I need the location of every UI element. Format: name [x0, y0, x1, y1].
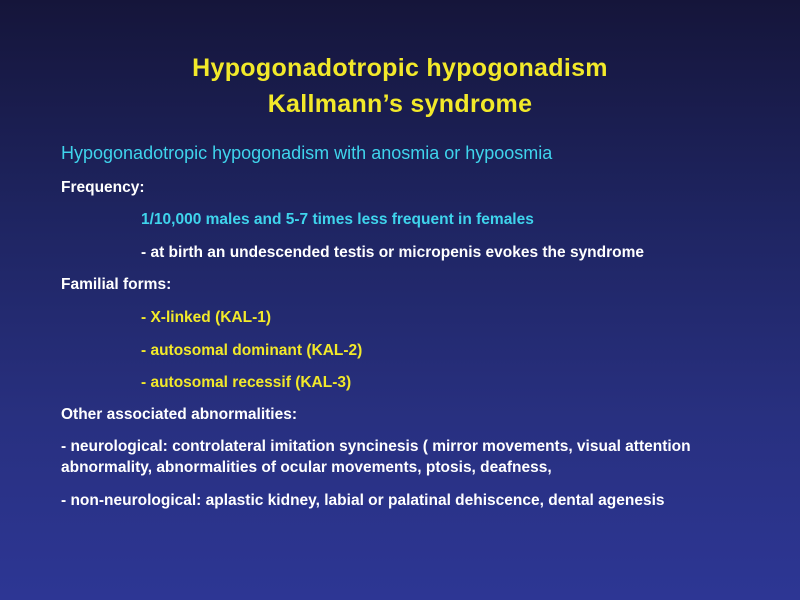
slide-title: [0, 50, 800, 122]
familial-item-1: - X-linked (KAL-1): [141, 309, 272, 326]
title-line-2: Kallmann’s syndrome: [267, 90, 533, 118]
title-line-1: Hypogonadotropic hypogonadism: [192, 54, 608, 82]
frequency-item-2: - at birth an undescended testis or micropenis evokes the syndrome: [141, 244, 645, 261]
familial-heading: Familial forms:: [61, 276, 172, 293]
neurological-line-2: abnormality, abnormalities of ocular movements, ptosis, deafness,: [61, 459, 552, 476]
neurological-line-1: - neurological: controlateral imitation syncinesis ( mirror movements, visual attention: [61, 438, 691, 455]
non-neurological-line: - non-neurological: aplastic kidney, labial or palatinal dehiscence, dental agenesis: [61, 492, 665, 509]
familial-item-2: - autosomal dominant (KAL-2): [141, 342, 363, 359]
familial-item-3: - autosomal recessif (KAL-3): [141, 374, 352, 391]
other-heading: Other associated abnormalities:: [61, 406, 298, 423]
frequency-item-1: 1/10,000 males and 5-7 times less frequent in females: [141, 211, 534, 228]
frequency-heading: Frequency:: [61, 179, 145, 196]
slide-subtitle: Hypogonadotropic hypogonadism with anosmia or hypoosmia: [61, 143, 553, 163]
